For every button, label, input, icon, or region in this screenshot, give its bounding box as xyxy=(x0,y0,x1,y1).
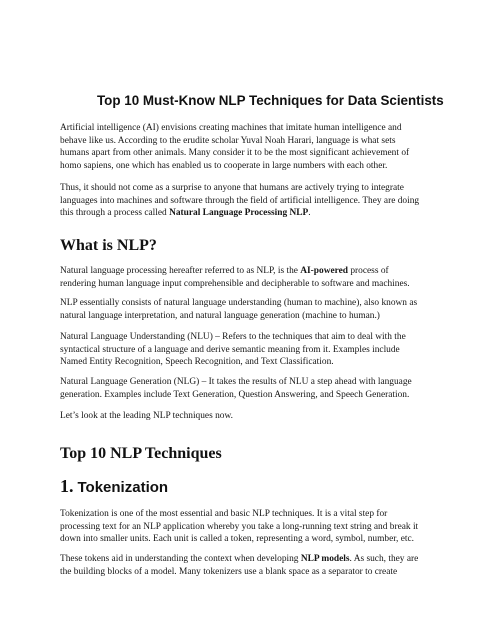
text-line xyxy=(60,265,438,278)
text-line: generation. Examples include Text Generation, Question Answering, and Speech Generation. xyxy=(60,389,410,400)
text-run: These tokens aid in understanding the context when developing xyxy=(60,554,301,564)
text-line: syntactical structure of a language and derive semantic meaning from it. Examples include xyxy=(60,344,400,355)
text-line: Let’s look at the leading NLP techniques now. xyxy=(60,411,233,421)
subsection-heading-tokenization xyxy=(60,476,168,498)
text-line: rendering human language input comprehensible and decipherable to software and machines. xyxy=(60,278,410,289)
what-is-nlp-paragraph-3 xyxy=(60,331,438,369)
text-run: process of xyxy=(348,266,389,276)
text-line: Natural Language Generation (NLG) – It takes the results of NLU a step ahead with language xyxy=(60,377,412,387)
text-line: Tokenization is one of the most essential and basic NLP techniques. It is a vital step for xyxy=(60,509,388,519)
text-line: languages into machines and software through the field of artificial intelligence. They are doing xyxy=(60,195,420,206)
text-line: behave like us. According to the erudite scholar Yuval Noah Harari, language is what sets xyxy=(60,135,396,146)
bold-term: AI-powered xyxy=(300,266,349,276)
text-run: . As such, they are xyxy=(349,554,419,564)
text-line: Natural Language Understanding (NLU) – Refers to the techniques that aim to deal with the xyxy=(60,332,406,342)
text-line: natural language interpretation, and natural language generation (machine to human.) xyxy=(60,310,380,321)
text-line: humans apart from other animals. Many consider it to be the most significant achievement of xyxy=(60,148,410,159)
tokenization-paragraph-1 xyxy=(60,508,438,546)
text-line xyxy=(60,553,438,566)
bold-term: NLP models xyxy=(300,554,350,564)
text-line: NLP essentially consists of natural language understanding (human to machine), also known as xyxy=(60,298,418,308)
document-title: Top 10 Must-Know NLP Techniques for Data Scientists xyxy=(97,93,444,108)
text-line xyxy=(60,207,438,220)
section-heading-what-is-nlp: What is NLP? xyxy=(60,237,157,254)
text-line: down into smaller units. Each unit is called a token, representing a word, symbol, number, etc. xyxy=(60,534,414,545)
bold-term: Natural Language Processing NLP xyxy=(169,208,309,219)
intro-paragraph-2 xyxy=(60,182,438,220)
item-title: Tokenization xyxy=(77,479,169,496)
text-line: Named Entity Recognition, Speech Recognition, and Text Classification. xyxy=(60,357,334,368)
text-line: Artificial intelligence (AI) envisions creating machines that imitate human intelligence and xyxy=(60,123,402,133)
text-line: Thus, it should not come as a surprise to anyone that humans are actively trying to integrate xyxy=(60,183,404,193)
what-is-nlp-paragraph-5 xyxy=(60,410,438,423)
text-line: homo sapiens, one which has enabled us to cooperate in large numbers with each other. xyxy=(60,160,388,171)
what-is-nlp-paragraph-2 xyxy=(60,297,438,322)
text-run: Natural language processing hereafter referred to as NLP, is the xyxy=(60,266,301,276)
what-is-nlp-paragraph-1 xyxy=(60,265,438,290)
text-run: . xyxy=(308,208,311,219)
what-is-nlp-paragraph-4 xyxy=(60,376,438,401)
item-number: 1. xyxy=(60,476,74,496)
intro-paragraph-1 xyxy=(60,122,438,172)
text-run: this through a process called xyxy=(60,208,170,219)
tokenization-paragraph-2 xyxy=(60,553,438,578)
text-line: processing text for an NLP application whereby you take a long-running text string and break it xyxy=(60,521,419,532)
text-line: the building blocks of a model. Many tokenizers use a blank space as a separator to create xyxy=(60,566,398,577)
section-heading-top-10-nlp-techniques: Top 10 NLP Techniques xyxy=(60,445,222,462)
